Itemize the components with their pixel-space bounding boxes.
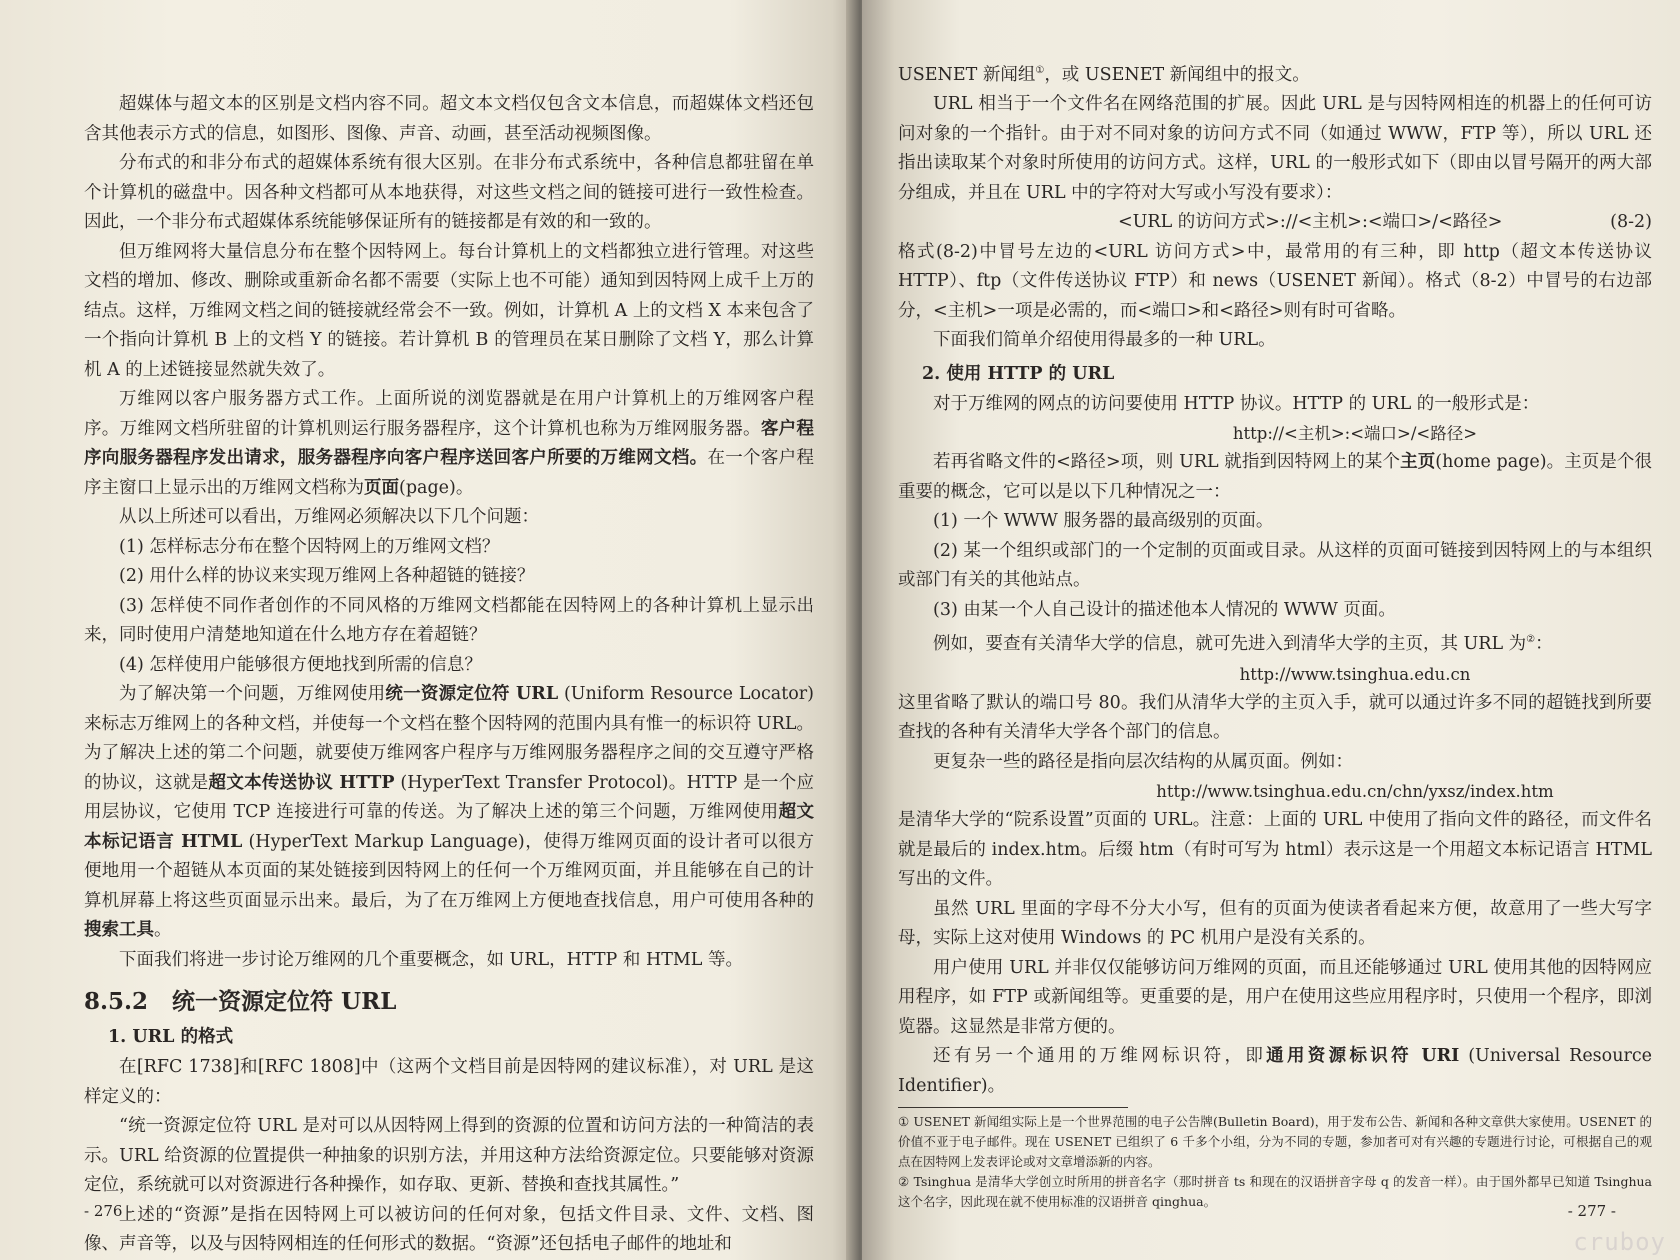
text-span: (HyperText Transfer Protocol)。HTTP 是一个应用层协议，它使用 TCP 连接进行可靠的传送。为了解决上述的第三个问题，万维网使用 — [84, 772, 814, 822]
text-span: (Universal Resource Identifier)。 — [898, 1046, 1652, 1096]
text-span: 。 — [154, 920, 172, 940]
paragraph — [898, 448, 1652, 507]
text-span: (Uniform Resource Locator)来标志万维网上的各种文档，并使每一个文档在整个因特网的范围内具有惟一的标识符 URL。为了解决上述的第二个问题，就要使万维网客户程序与万维网服务器程序之间的交互遵守严格的协议，这就是 — [84, 684, 814, 793]
paragraph: 用户使用 URL 并非仅仅能够访问万维网的页面，而且还能够通过 URL 使用其他的因特网应用程序，如 FTP 或新闻组等。更重要的是，用户在使用这些应用程序时，只使用一个程序，即浏览器。这显然是非常方便的。 — [898, 957, 1652, 1037]
list-item: (1) 一个 WWW 服务器的最高级别的页面。 — [933, 511, 1274, 532]
url-form: http://<主机>:<端口>/<路径> — [1232, 424, 1478, 444]
text-span: 若再省略文件的<路径>项，则 URL 就指到因特网上的某个 — [933, 452, 1401, 473]
paragraph: 这里省略了默认的端口号 80。我们从清华大学的主页入手，就可以通过许多不同的超链找到所要查找的各种有关清华大学各个部门的信息。 — [898, 692, 1652, 743]
page-number: - 277 - — [1567, 1202, 1616, 1220]
url-example: http://www.tsinghua.edu.cn — [1239, 664, 1471, 684]
list-item: (1) 怎样标志分布在整个因特网上的万维网文档？ — [119, 536, 500, 557]
text-span: 万维网以客户服务器方式工作。上面所说的浏览器就是在用户计算机上的万维网客户程序。万维网文档所驻留的计算机则运行服务器程序，这个计算机也称为万维网服务器。 — [84, 389, 814, 439]
list-item: (4) 怎样使用户能够很方便地找到所需的信息？ — [119, 654, 482, 675]
paragraph: 分布式的和非分布式的超媒体系统有很大区别。在非分布式系统中，各种信息都驻留在单个计算机的磁盘中。因各种文档都可从本地获得，对这些文档之间的链接可进行一致性检查。因此，一个非分布式超媒体系统能够保证所有的链接都是有效的和一致的。 — [84, 153, 814, 232]
paragraph: 但万维网将大量信息分布在整个因特网上。每台计算机上的文档都独立进行管理。对这些文档的增加、修改、删除或重新命名都不需要（实际上也不可能）通知到因特网上成千上万的结点。这样，万维网文档之间的链接就经常会不一致。例如，计算机 A 上的文档 X 本来包含了一个指向计算机 B 上的文档 Y 的链接。若计算机 B 的管理员在某日删除了文档 Y，那么计算机 A 的上述链接显然就失效了。 — [84, 241, 814, 380]
text-span: 为了解决第一个问题，万维网使用 — [119, 684, 386, 704]
footnote: ② Tsinghua 是清华大学创立时所用的拼音名字（那时拼音 ts 和现在的汉语拼音字母 q 的发音一样）。由于国外都早已知道 Tsinghua 这个名字，因此现在就不使用标准的汉语拼音 qinghua。 — [898, 1174, 1652, 1210]
paragraph: 虽然 URL 里面的字母不分大小写，但有的页面为使读者看起来方便，故意用了一些大写字母，实际上这对使用 Windows 的 PC 机用户是没有关系的。 — [898, 898, 1652, 949]
right-page — [862, 0, 1680, 1260]
bold-term: 超文本标记语言 HTML — [84, 802, 814, 852]
text-span: ，或 USENET 新闻组中的报文。 — [1044, 64, 1310, 85]
paragraph: 更复杂一些的路径是指向层次结构的从属页面。例如： — [933, 751, 1353, 772]
list-item: (2) 用什么样的协议来实现万维网上各种超链的链接？ — [119, 566, 535, 586]
bold-text: 客户程序向服务器程序发出请求，服务器程序向客户程序送回客户所要的万维网文档。 — [84, 418, 814, 468]
url-example: http://www.tsinghua.edu.cn/chn/yxsz/index.htm — [1156, 782, 1554, 802]
footnote: ① USENET 新闻组实际上是一个世界范围的电子公告牌(Bulletin Board)，用于发布公告、新闻和各种文章供大家使用。USENET 的价值不亚于电子邮件。现在 USENET 已组织了 6 千多个小组，分为不同的专题，参加者可对有兴趣的专题进行讨论，可根据自己的观点在因特网上发表评论或对文章增添新的内容。 — [898, 1114, 1652, 1170]
list-item: (2) 某一个组织或部门的一个定制的页面或目录。从这样的页面可链接到因特网上的与本组织或部门有关的其他站点。 — [898, 540, 1652, 591]
formula-text: <URL 的访问方式>://<主机>:<端口>/<路径> — [1118, 212, 1503, 233]
page-number: - 276 - — [84, 1202, 133, 1220]
bold-term: 超文本传送协议 HTTP — [208, 772, 395, 793]
paragraph: 对于万维网的网点的访问要使用 HTTP 协议。HTTP 的 URL 的一般形式是： — [933, 393, 1540, 414]
paragraph — [898, 56, 1652, 90]
text-span: (home page)。主页是个很重要的概念，它可以是以下几种情况之一： — [898, 452, 1653, 502]
section-title: 统一资源定位符 URL — [172, 988, 397, 1015]
section-heading — [84, 985, 814, 1019]
footnote-mark: ② — [1526, 634, 1536, 646]
formula — [898, 208, 1652, 238]
paragraph: 下面我们将进一步讨论万维网的几个重要概念，如 URL，HTTP 和 HTML 等。 — [119, 949, 743, 970]
watermark: cruboy — [1573, 1228, 1666, 1256]
paragraph: 在[RFC 1738]和[RFC 1808]中（这两个文档目前是因特网的建议标准），对 URL 是这样定义的： — [84, 1057, 814, 1107]
paragraph: 下面我们简单介绍使用得最多的一种 URL。 — [933, 330, 1276, 351]
text-span: 还有另一个通用的万维网标识符，即 — [933, 1046, 1267, 1067]
quote-paragraph: “统一资源定位符 URL 是对可以从因特网上得到的资源的位置和访问方法的一种简洁的表示。URL 给资源的位置提供一种抽象的识别方法，并用这种方法给资源定位。只要能够对资源定位，系统就可以对资源进行各种操作，如存取、更新、替换和查找其属性。” — [84, 1116, 814, 1195]
text-span: 在一个客户程序主窗口上显示出的万维网文档称为 — [84, 448, 814, 498]
paragraph — [898, 625, 1652, 659]
footnote-divider — [898, 1107, 1128, 1108]
paragraph: 格式(8-2)中冒号左边的<URL 访问方式>中，最常用的有三种，即 http（超文本传送协议 HTTP）、ftp（文件传送协议 FTP）和 news（USENET 新闻）。格式（8-2）中冒号的右边部分，<主机>一项是必需的，而<端口>和<路径>则有时可省略。 — [898, 241, 1652, 321]
text-span: ： — [1535, 634, 1553, 655]
formula-number: (8-2) — [1610, 212, 1652, 233]
bold-term: 统一资源定位符 URL — [385, 684, 559, 704]
bold-term: 主页 — [1400, 452, 1436, 473]
paragraph: URL 相当于一个文件名在网络范围的扩展。因此 URL 是与因特网相连的机器上的任何可访问对象的一个指针。由于对不同对象的访问方式不同（如通过 WWW，FTP 等），所以 URL 还指出读取某个对象时所使用的访问方式。这样，URL 的一般形式如下（即由以冒号隔开的两大部分组成，并且在 URL 中的字符对大写或小写没有要求）： — [898, 94, 1652, 203]
paragraph: 从以上所述可以看出，万维网必须解决以下几个问题： — [119, 507, 539, 527]
paragraph — [84, 385, 814, 503]
paragraph: 超媒体与超文本的区别是文档内容不同。超文本文档仅包含文本信息，而超媒体文档还包含其他表示方式的信息，如图形、图像、声音、动画，甚至活动视频图像。 — [84, 94, 814, 144]
paragraph: 是清华大学的“院系设置”页面的 URL。注意：上面的 URL 中使用了指向文件的路径，而文件名就是最后的 index.htm。后缀 htm（有时可写为 html）表示这是一个用超文本标记语言 HTML 写出的文件。 — [898, 810, 1652, 890]
footnote-mark: ① — [1035, 65, 1045, 76]
text-span: (HyperText Markup Language)，使得万维网页面的设计者可以很方便地用一个超链从本页面的某处链接到因特网上的任何一个万维网页面，并且能够在自己的计算机屏幕上将这些页面显示出来。最后，为了在万维网上方便地查找信息，用户可使用各种的 — [84, 831, 814, 911]
subsection-heading: 2. 使用 HTTP 的 URL — [922, 363, 1115, 384]
text-span: 例如，要查有关清华大学的信息，就可先进入到清华大学的主页，其 URL 为 — [933, 634, 1527, 655]
list-item: (3) 怎样使不同作者创作的不同风格的万维网文档都能在因特网上的各种计算机上显示出来，同时使用户清楚地知道在什么地方存在着超链？ — [84, 595, 814, 645]
text-span: USENET 新闻组 — [898, 64, 1036, 85]
list-item: (3) 由某一个人自己设计的描述他本人情况的 WWW 页面。 — [933, 599, 1396, 620]
section-number: 8.5.2 — [84, 988, 149, 1015]
bold-term: 页面 — [364, 477, 399, 498]
subsection-heading: 1. URL 的格式 — [108, 1027, 234, 1047]
paragraph — [898, 1042, 1652, 1101]
bold-term: 搜索工具 — [84, 920, 154, 940]
paragraph — [84, 680, 814, 946]
paragraph: 上述的“资源”是指在因特网上可以被访问的任何对象，包括文件目录、文件、文档、图像、声音等，以及与因特网相连的任何形式的数据。“资源”还包括电子邮件的地址和 — [84, 1204, 814, 1254]
text-span: (page)。 — [399, 477, 474, 498]
bold-term: 通用资源标识符 URI — [1266, 1046, 1460, 1067]
